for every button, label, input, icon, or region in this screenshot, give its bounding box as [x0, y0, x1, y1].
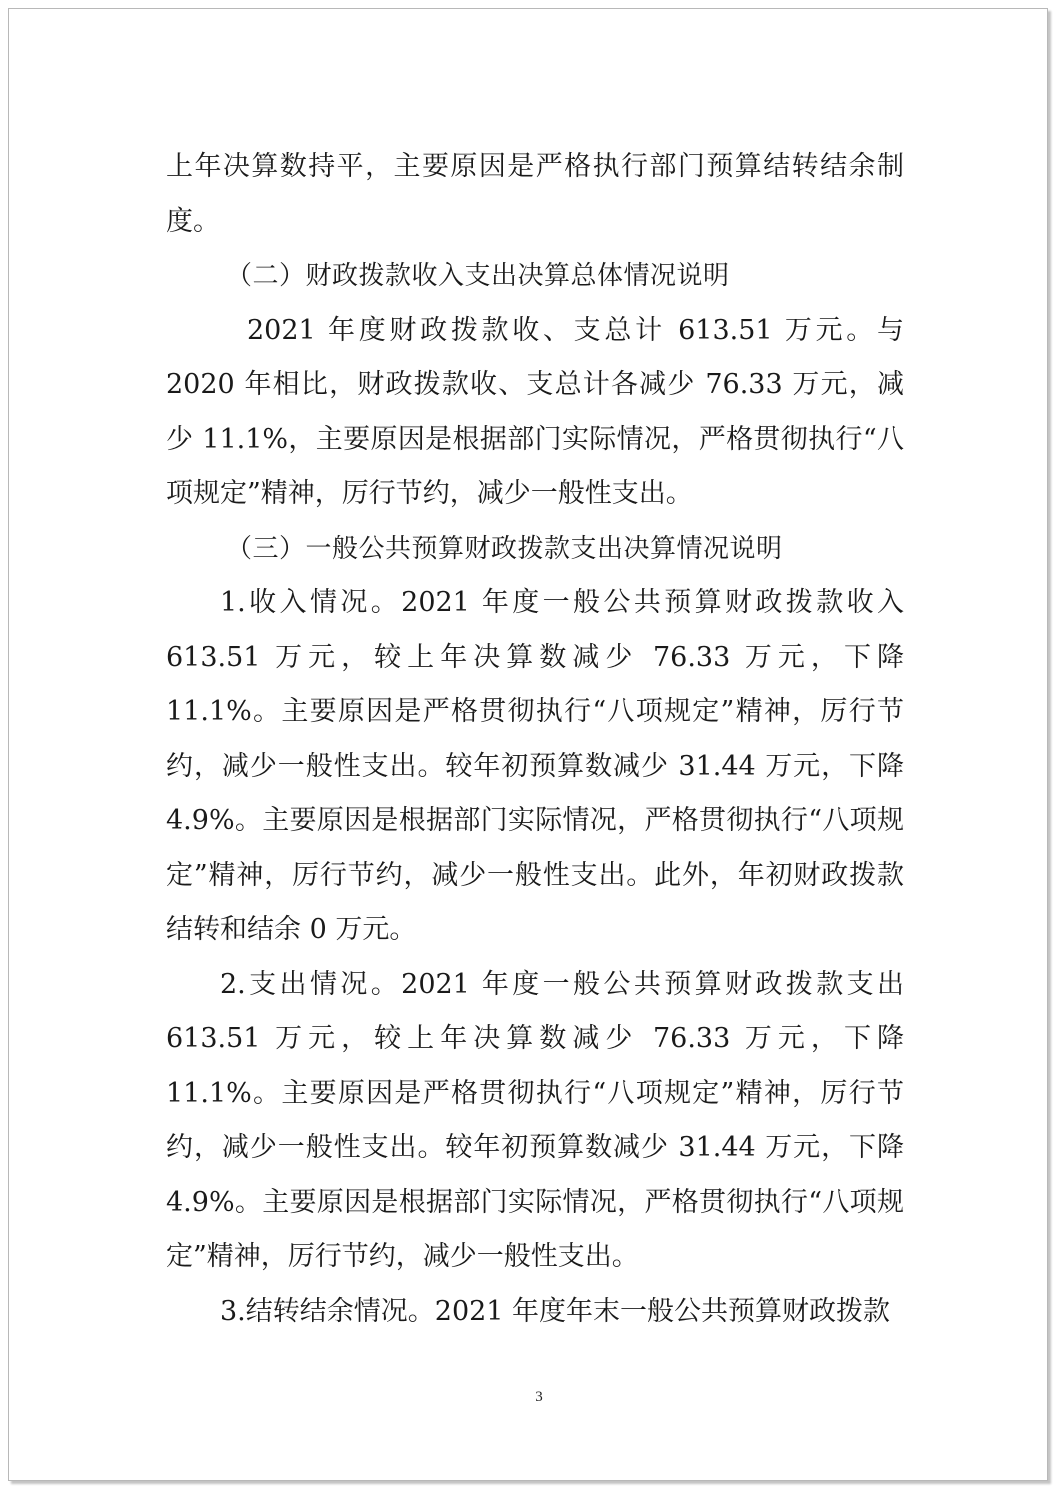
paragraph-expenditure: 2.支出情况。2021 年度一般公共预算财政拨款支出 613.51 万元，较上年决算数减少 76.33 万元，下降 11.1%。主要原因是严格贯彻执行“八项规定”精神，厉行节约，减少一般性支出。较年初预算数减少 31.44 万元，下降 4.9%。主要原因是根据部门实际情况，严格贯彻执行“八项规定”精神，厉行节约，减少一般性支出。	[166, 968, 904, 1272]
paragraph-carryover: 上年决算数持平，主要原因是严格执行部门预算结转结余制度。	[166, 151, 904, 237]
section-heading-3: （三）一般公共预算财政拨款支出决算情况说明	[226, 533, 783, 564]
document-body	[166, 140, 904, 1339]
paragraph-income: 1.收入情况。2021 年度一般公共预算财政拨款收入 613.51 万元，较上年决算数减少 76.33 万元，下降 11.1%。主要原因是严格贯彻执行“八项规定”精神，厉行节约，减少一般性支出。较年初预算数减少 31.44 万元，下降 4.9%。主要原因是根据部门实际情况，严格贯彻执行“八项规定”精神，厉行节约，减少一般性支出。此外，年初财政拨款结转和结余 0 万元。	[166, 587, 904, 945]
paragraph-carryover-balance: 3.结转结余情况。2021 年度年末一般公共预算财政拨款	[220, 1295, 891, 1327]
paragraph-total-overview: 2021 年度财政拨款收、支总计 613.51 万元。与 2020 年相比，财政拨款收、支总计各减少 76.33 万元，减少 11.1%，主要原因是根据部门实际情况，严格贯彻执行“八项规定”精神，厉行节约，减少一般性支出。	[166, 314, 904, 509]
document-page	[8, 8, 1048, 1481]
page-number: 3	[535, 1389, 543, 1405]
section-heading-2: （二）财政拨款收入支出决算总体情况说明	[226, 261, 730, 291]
